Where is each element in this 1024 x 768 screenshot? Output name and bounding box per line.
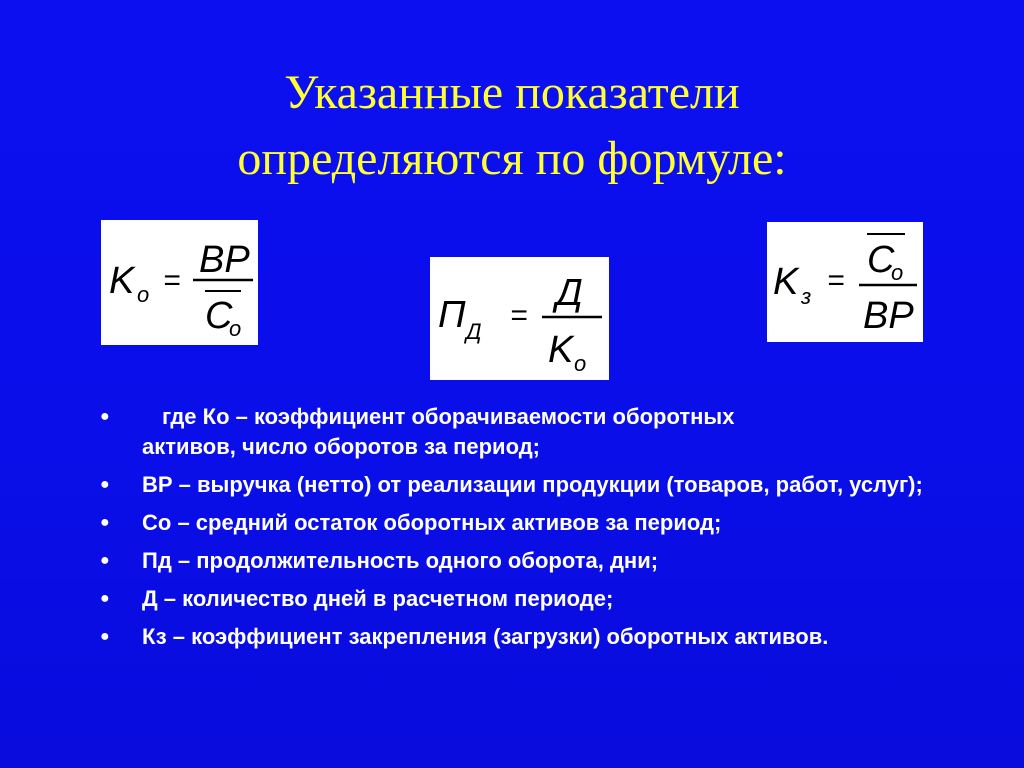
formula-kz-numerator-sub: o: [891, 260, 904, 285]
definition-item: [100, 584, 980, 614]
formula-ko-box: [101, 220, 258, 345]
bullet-icon: ●: [100, 408, 110, 425]
formula-kz: [767, 222, 923, 342]
definition-item: [100, 546, 980, 576]
definition-text: Со – средний остаток оборотных активов за период;: [142, 510, 722, 535]
formula-pd-lhs-sub: Д: [466, 319, 482, 344]
definitions-list: [100, 402, 980, 660]
definition-item: [100, 622, 980, 652]
definition-text-continued: активов, число оборотов за период;: [142, 434, 541, 459]
bullet-icon: ●: [100, 590, 110, 607]
formula-ko: [101, 220, 258, 345]
definition-text: ВР – выручка (нетто) от реализации продукции (товаров, работ, услуг);: [142, 472, 923, 497]
formula-kz-equals: =: [827, 264, 845, 297]
definition-item: [100, 508, 980, 538]
formula-pd-equals: =: [510, 299, 528, 332]
bullet-icon: ●: [100, 476, 110, 493]
definition-text: Кз – коэффициент закрепления (загрузки) оборотных активов.: [142, 624, 829, 649]
bullet-icon: ●: [100, 628, 110, 645]
formula-pd: [430, 257, 609, 380]
formula-kz-lhs: K: [773, 261, 799, 303]
title-line-2: определяются по формуле:: [237, 132, 787, 185]
formula-pd-denominator-sub: o: [574, 351, 587, 376]
formula-kz-numerator: C: [867, 239, 895, 281]
definition-text: Пд – продолжительность одного оборота, дни;: [142, 548, 659, 573]
definition-text: Д – количество дней в расчетном периоде;: [142, 586, 614, 611]
bullet-icon: ●: [100, 552, 110, 569]
bullet-icon: ●: [100, 514, 110, 531]
formula-ko-lhs: K: [109, 260, 135, 302]
definition-item: [100, 470, 980, 500]
formula-ko-equals: =: [163, 264, 181, 297]
formula-pd-box: [430, 257, 609, 380]
formula-ko-denominator: C: [205, 295, 233, 337]
formula-pd-lhs: П: [438, 294, 466, 336]
formula-kz-denominator: BP: [863, 295, 914, 337]
formula-pd-denominator: K: [548, 329, 574, 371]
formula-kz-box: [767, 222, 923, 342]
title-line-1: Указанные показатели: [284, 66, 740, 119]
definition-item: [100, 402, 980, 462]
formula-ko-numerator: BP: [199, 239, 250, 281]
formula-kz-lhs-sub: з: [801, 284, 812, 309]
slide-title: [0, 60, 1024, 192]
formula-ko-lhs-sub: o: [137, 282, 150, 307]
formula-ko-denominator-sub: o: [229, 316, 242, 341]
definition-text: где Ко – коэффициент оборачиваемости оборотных: [162, 404, 735, 429]
formula-pd-numerator: Д: [556, 272, 583, 314]
